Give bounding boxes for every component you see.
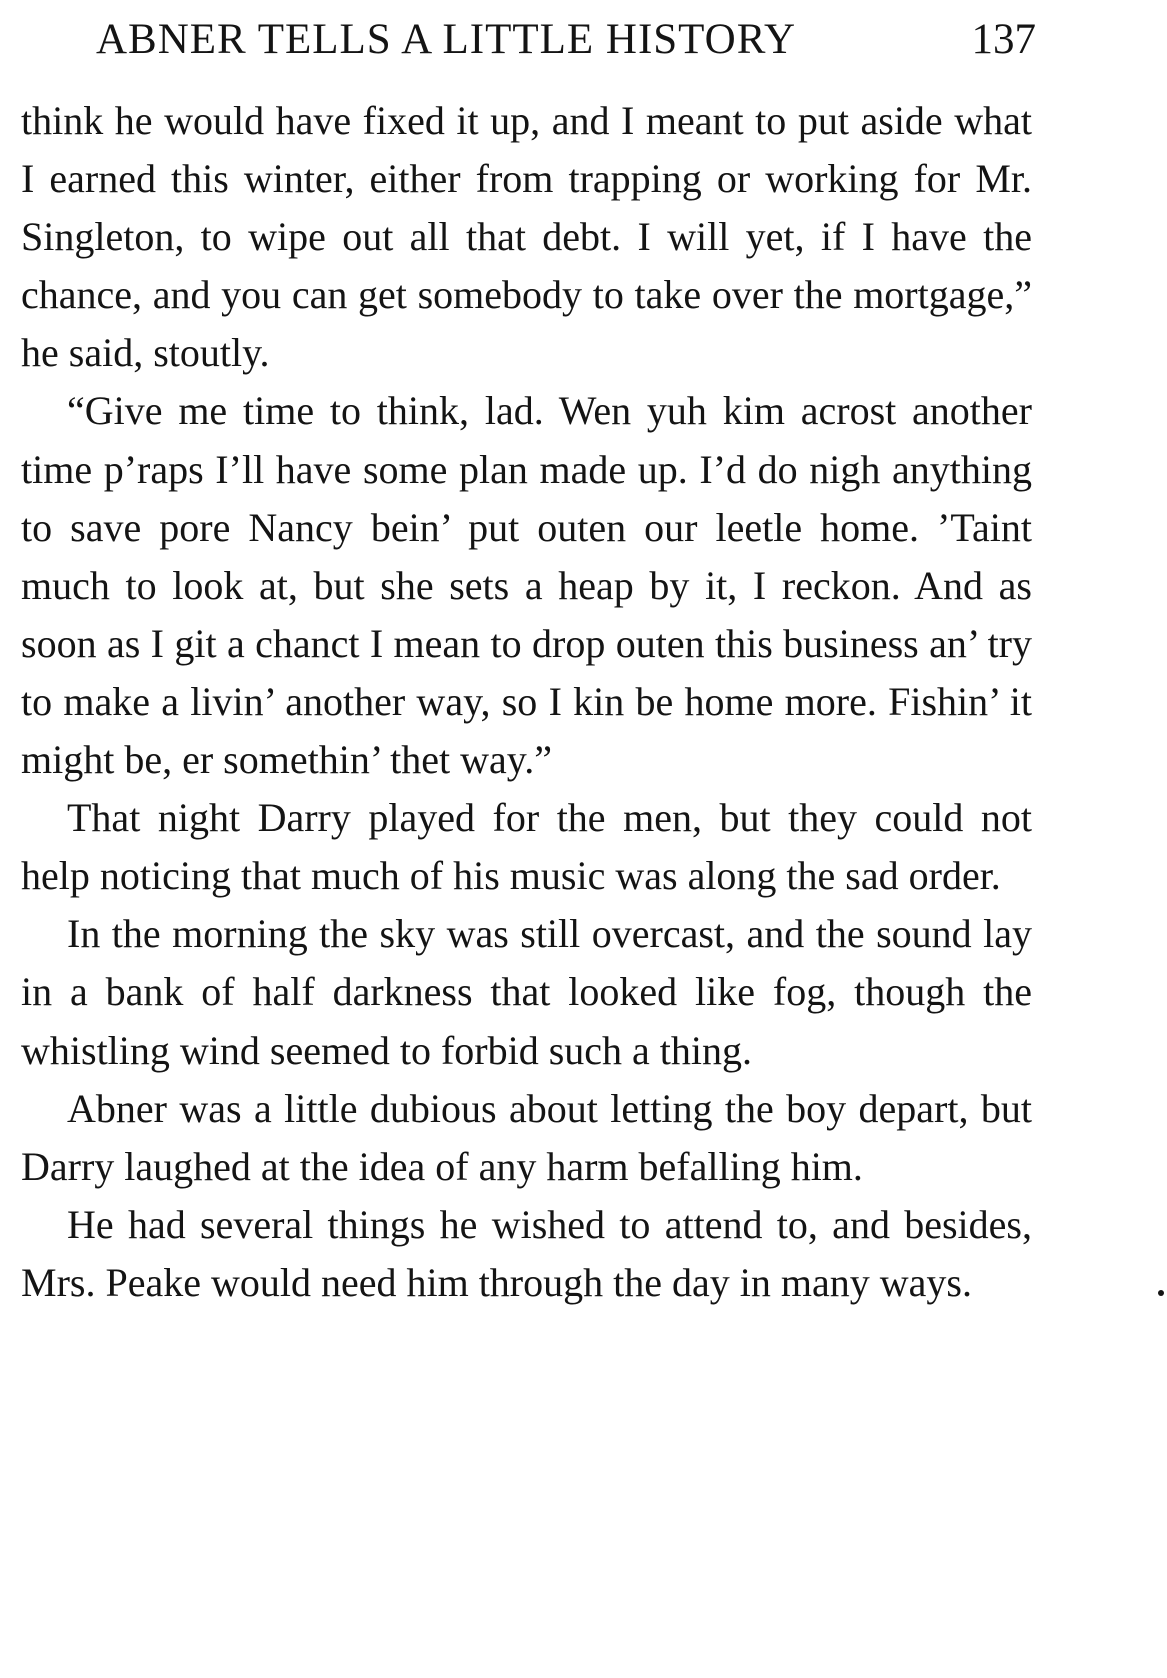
running-head: ABNER TELLS A LITTLE HISTORY (96, 16, 797, 63)
page-header (96, 8, 1036, 68)
paragraph: He had several things he wished to attend to, and besides, Mrs. Peake would need him through the day in many ways. (21, 1201, 1032, 1305)
paragraph: “Give me time to think, lad. Wen yuh kim acrost another time p’raps I’ll have some plan made up. I’d do nigh anything to save pore Nancy bein’ put outen our leetle home. ’Taint much to look at, but she sets a heap by it, I reckon. And as soon as I git a chanct I mean to drop outen this business an’ try to make a livin’ another way, so I kin be home more. Fishin’ it might be, er somethin’ thet way.” (21, 388, 1032, 783)
page-number: 137 (971, 16, 1036, 63)
paragraph: That night Darry played for the men, but they could not help noticing that much of his music was along the sad order. (21, 795, 1032, 899)
paragraph: Abner was a little dubious about letting the boy depart, but Darry laughed at the idea of any harm befalling him. (21, 1085, 1032, 1189)
paragraph: In the morning the sky was still overcast, and the sound lay in a bank of half darkness that looked like fog, though the whistling wind seemed to forbid such a thing. (21, 911, 1032, 1073)
body-text (21, 92, 1032, 1312)
paragraph-continued: think he would have fixed it up, and I meant to put aside what I earned this winter, either from trapping or working for Mr. Singleton, to wipe out all that debt. I will yet, if I have the chance, and you can get somebody to take over the mortgage,” he said, stoutly. (21, 98, 1032, 376)
ink-speck (1158, 1290, 1164, 1296)
